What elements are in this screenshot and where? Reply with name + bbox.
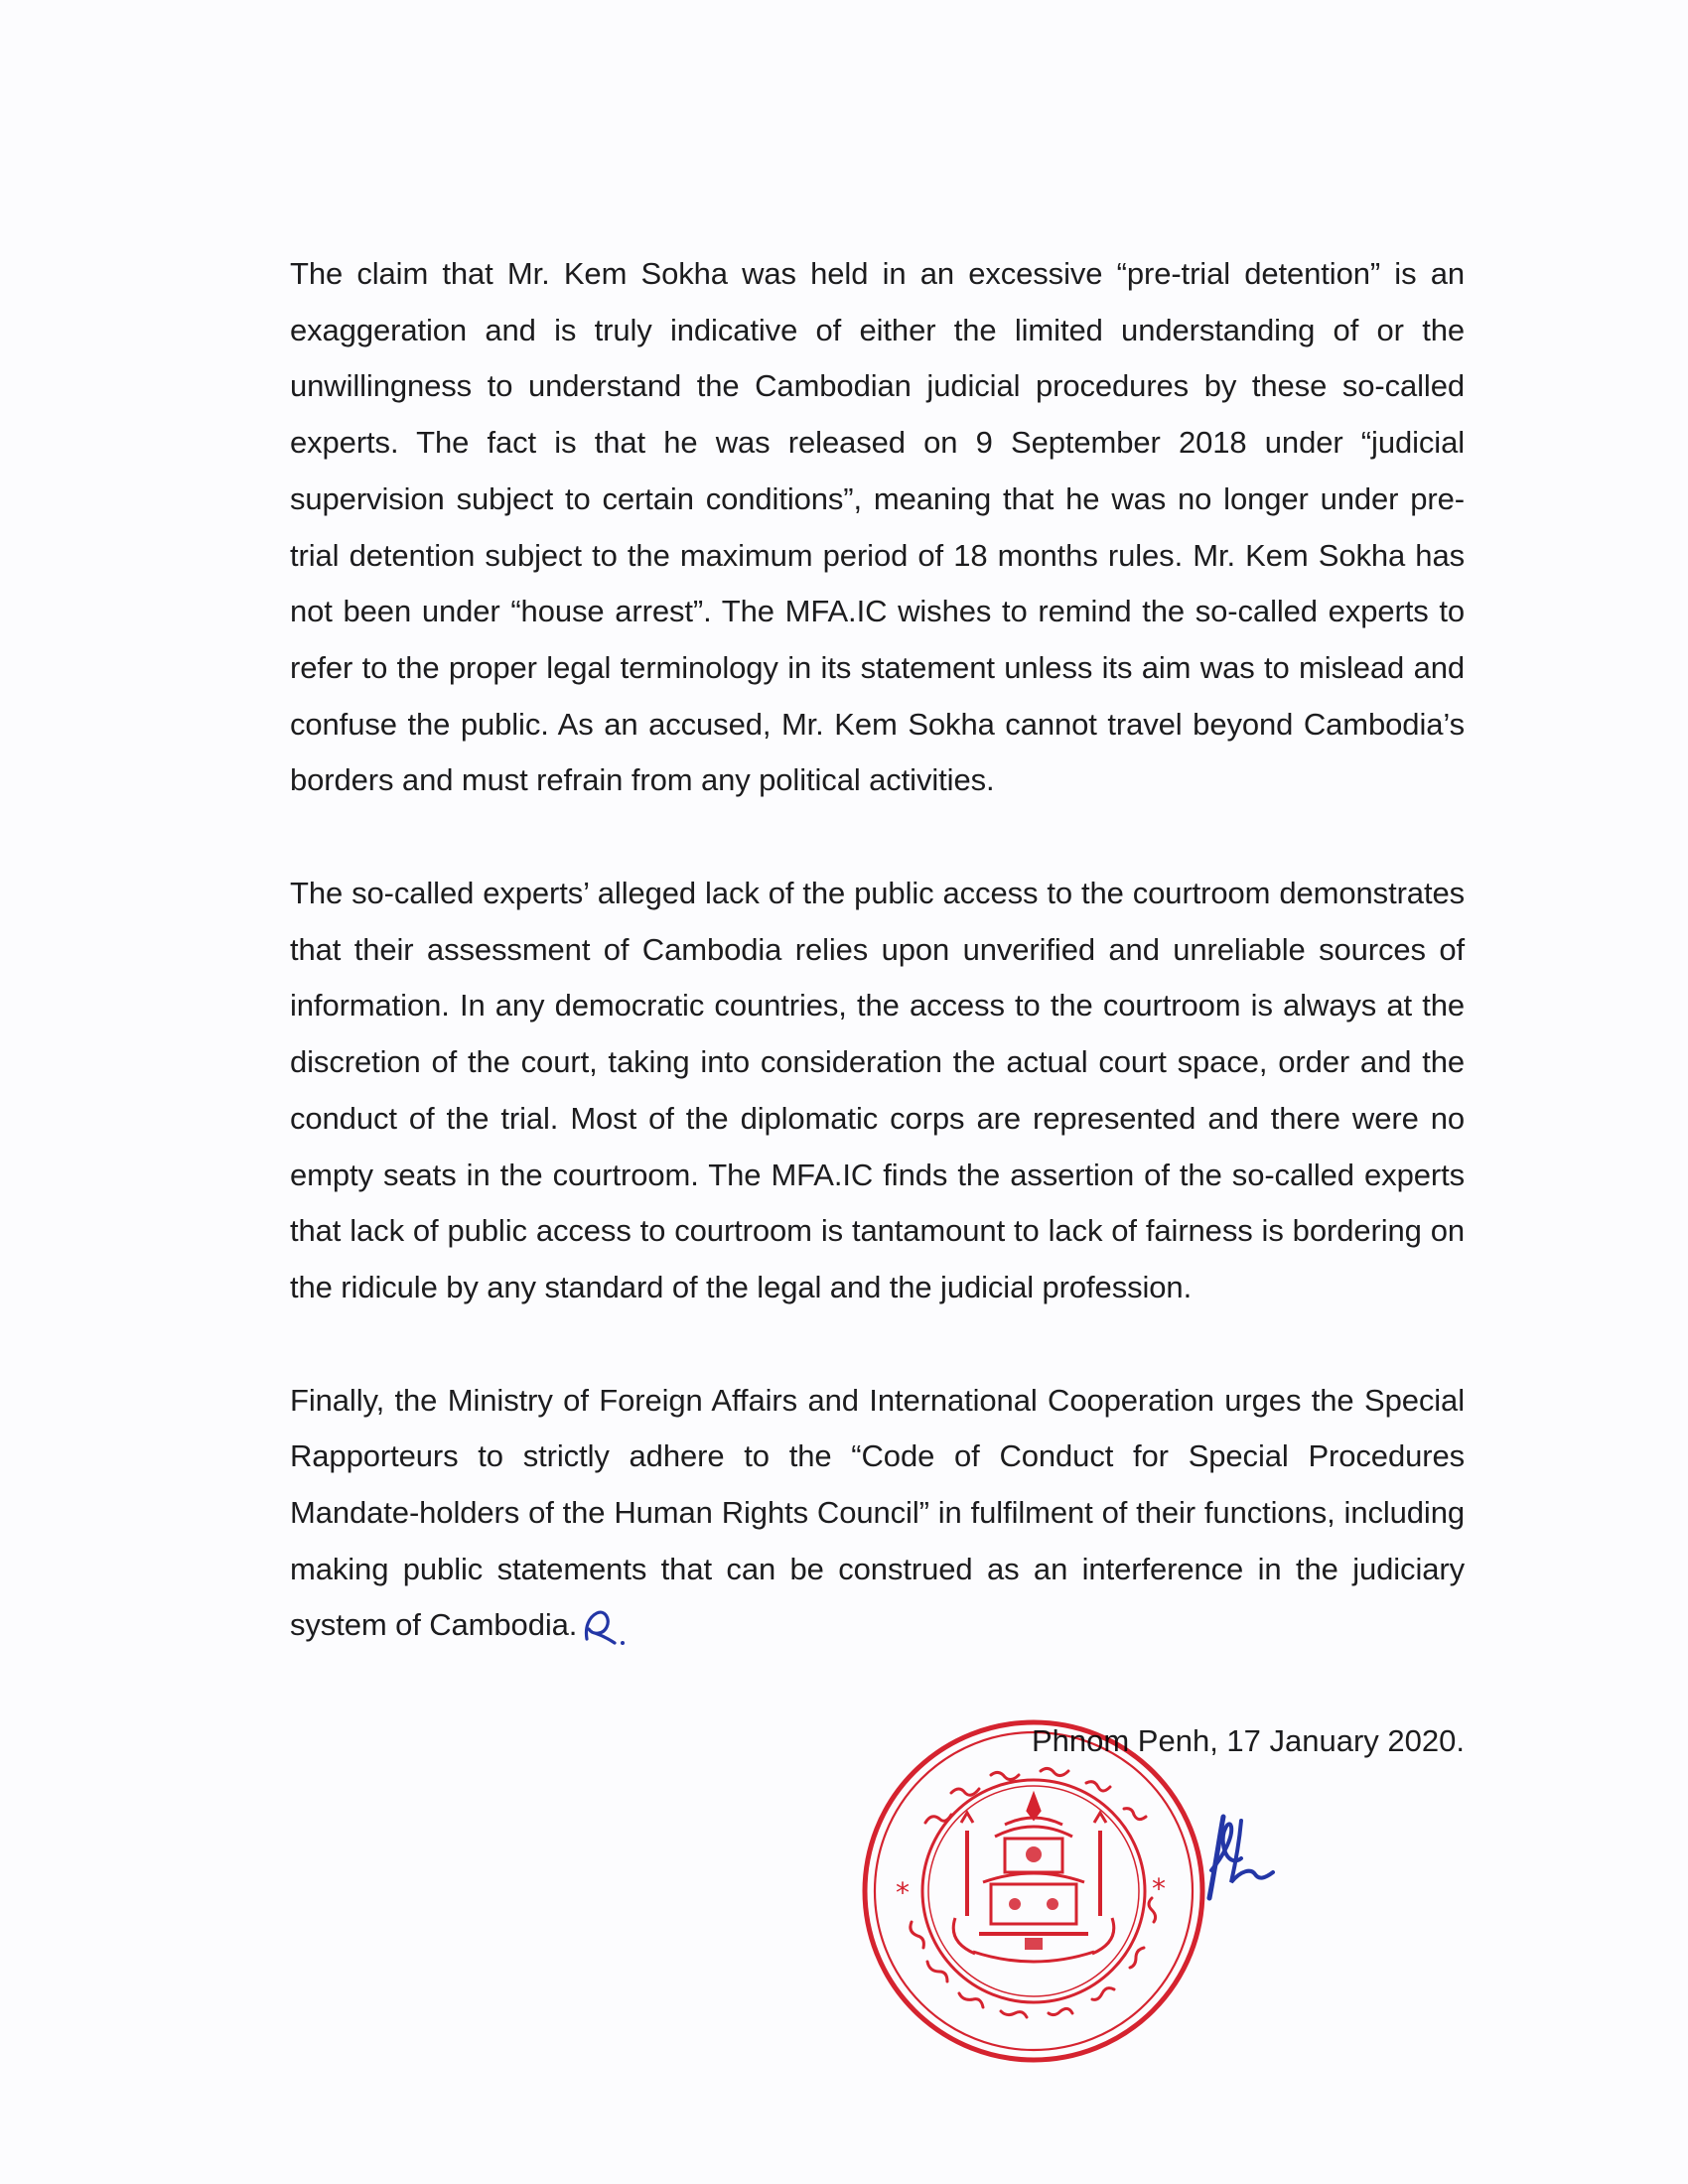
paragraph-pretrial-detention: The claim that Mr. Kem Sokha was held in an excessive “pre-trial detention” is an exaggeration and is truly indicative of either the limited understanding of or the unwillingness to understand the Cambodian judicial procedures by these so-called experts. The fact is that he was released on 9 September 2018 under “judicial supervision subject to certain conditions”, meaning that he was no longer under pre-trial detention subject to the maximum period of 18 months rules. Mr. Kem Sokha has not been under “house arrest”. The MFA.IC wishes to remind the so-called experts to refer to the proper legal terminology in its statement unless its aim was to mislead and confuse the public. As an accused, Mr. Kem Sokha cannot travel beyond Cambodia’s borders and must refrain from any political activities. <box>290 256 1465 798</box>
handwritten-end-mark-icon <box>581 1605 627 1649</box>
seal-graphic <box>856 1713 1211 2069</box>
paragraph-public-access: The so-called experts’ alleged lack of the public access to the courtroom demonstrates that their assessment of Cambodia relies upon unverified and unreliable sources of information. In any democratic countries, the access to the courtroom is always at the discretion of the court, taking into consideration the actual court space, order and the conduct of the trial. Most of the diplomatic corps are represented and there were no empty seats in the courtroom. The MFA.IC finds the assertion of the so-called experts that lack of public access to courtroom is tantamount to lack of fairness is bordering on the ridicule by any standard of the legal and the judicial profession. <box>290 876 1465 1304</box>
svg-text:*: * <box>896 1876 910 1909</box>
signature-graphic <box>1201 1809 1291 1908</box>
paragraph-conclusion <box>290 1373 1465 1655</box>
place-and-date: Phnom Penh, 17 January 2020. <box>1031 1723 1465 1758</box>
paragraph-conclusion-text: Finally, the Ministry of Foreign Affairs and International Cooperation urges the Special Rapporteurs to strictly adhere to the “Code of Conduct for Special Procedures Mandate-holders of the Human Rights Council” in fulfilment of their functions, including making public statements that can be construed as an interference in the judiciary system of Cambodia. <box>290 1382 1465 1643</box>
statement-body <box>290 246 1465 1654</box>
ministry-seal-stamp <box>856 1713 1211 2069</box>
handwritten-signature <box>1201 1809 1291 1908</box>
svg-text:*: * <box>1152 1872 1166 1905</box>
